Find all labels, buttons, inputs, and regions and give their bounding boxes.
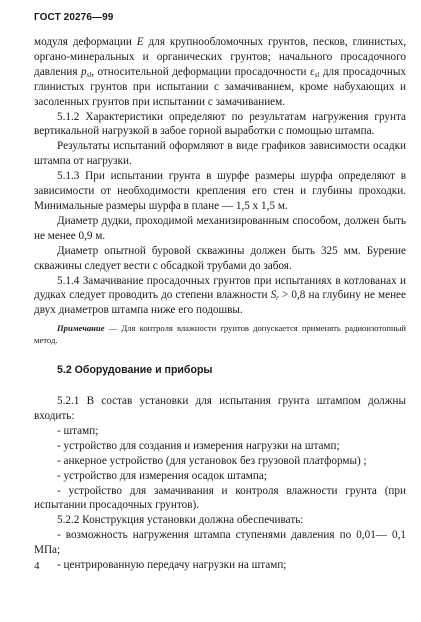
paragraph-5-2-2: 5.2.2 Конструкция установки должна обеспечивать: xyxy=(57,514,304,527)
document-header: ГОСТ 20276—99 xyxy=(34,12,114,23)
page-body xyxy=(34,35,406,573)
paragraph-5-1-4 xyxy=(34,274,406,319)
subscript-sl: sl xyxy=(86,70,92,79)
note xyxy=(34,323,406,346)
paragraph-borehole-diameter: Диаметр опытной буровой скважины должен быть 325 мм. Бурение скважины следует вести с обсадкой трубами до забоя. xyxy=(34,244,406,272)
paragraph-5-1-2: 5.1.2 Характеристики определяют по результатам нагружения грунта вертикальной нагрузкой в забое горной выработки с помощью штампа. xyxy=(34,110,406,138)
section-title: 5.2 Оборудование и приборы xyxy=(57,364,213,377)
text-run: , относительной деформации просадочности ε xyxy=(91,65,315,78)
paragraph-pipe-diameter: Диаметр дудки, проходимой механизированным способом, должен быть не менее 0,9 м. xyxy=(34,214,406,242)
list-item: - штамп; xyxy=(57,424,99,437)
text-run: > 0,8 на глубину не менее двух диаметров штампа ниже его подошвы. xyxy=(34,289,406,317)
symbol-S: S xyxy=(270,289,277,302)
paragraph-5-1-3: 5.1.3 При испытании грунта в шурфе размеры шурфа определяют в зависимости от необходимости крепления его стен и глубины проходки. Минимальные размеры шурфа в плане — 1,5 х 1,5 м. xyxy=(34,170,406,212)
text-run: для крупнообломочных грунтов, песков, глинистых, органо-минеральных и органических грунтов; начального просадочного давления xyxy=(34,36,406,78)
symbol-p: p xyxy=(80,65,87,78)
note-label: Примечание xyxy=(57,323,105,334)
list-item: - центрированную передачу нагрузки на штамп; xyxy=(57,559,287,572)
paragraph-deformation-modulus xyxy=(34,35,406,110)
paragraph-5-2-1: 5.2.1 В состав установки для испытания грунта штампом должны входить: xyxy=(34,395,406,423)
paragraph-results: Результаты испытаний оформляют в виде графиков зависимости осадки штампа от нагрузки. xyxy=(34,140,406,168)
subscript-sl: sl xyxy=(314,70,320,79)
list-item: - устройство для создания и измерения нагрузки на штамп; xyxy=(57,439,340,452)
text-run: для просадочных глинистых грунтов при испытании с замачиванием, кроме набухающих и засоленных грунтов при испытании с замачиванием. xyxy=(34,65,406,108)
text-run: модуля деформации xyxy=(34,36,137,48)
symbol-E: E xyxy=(136,36,144,48)
subscript-r: r xyxy=(276,294,279,303)
list-item: - анкерное устройство (для установок без грузовой платформы) ; xyxy=(57,454,367,467)
list-item: - возможность нагружения штампа ступенями давления по 0,01— 0,1 МПа; xyxy=(34,529,406,557)
list-item: - устройство для измерения осадок штампа; xyxy=(57,469,267,482)
note-text: — Для контроля влажности грунтов допускается применять радиоизотопный метод. xyxy=(34,323,406,345)
text-run: 5.1.4 Замачивание просадочных грунтов при испытаниях в котлованах и дудках следует проводить до степени влажности xyxy=(34,274,406,302)
list-item: - устройство для замачивания и контроля влажности грунта (при испытании просадочных грунтов). xyxy=(34,484,406,512)
page-number: 4 xyxy=(34,560,40,572)
